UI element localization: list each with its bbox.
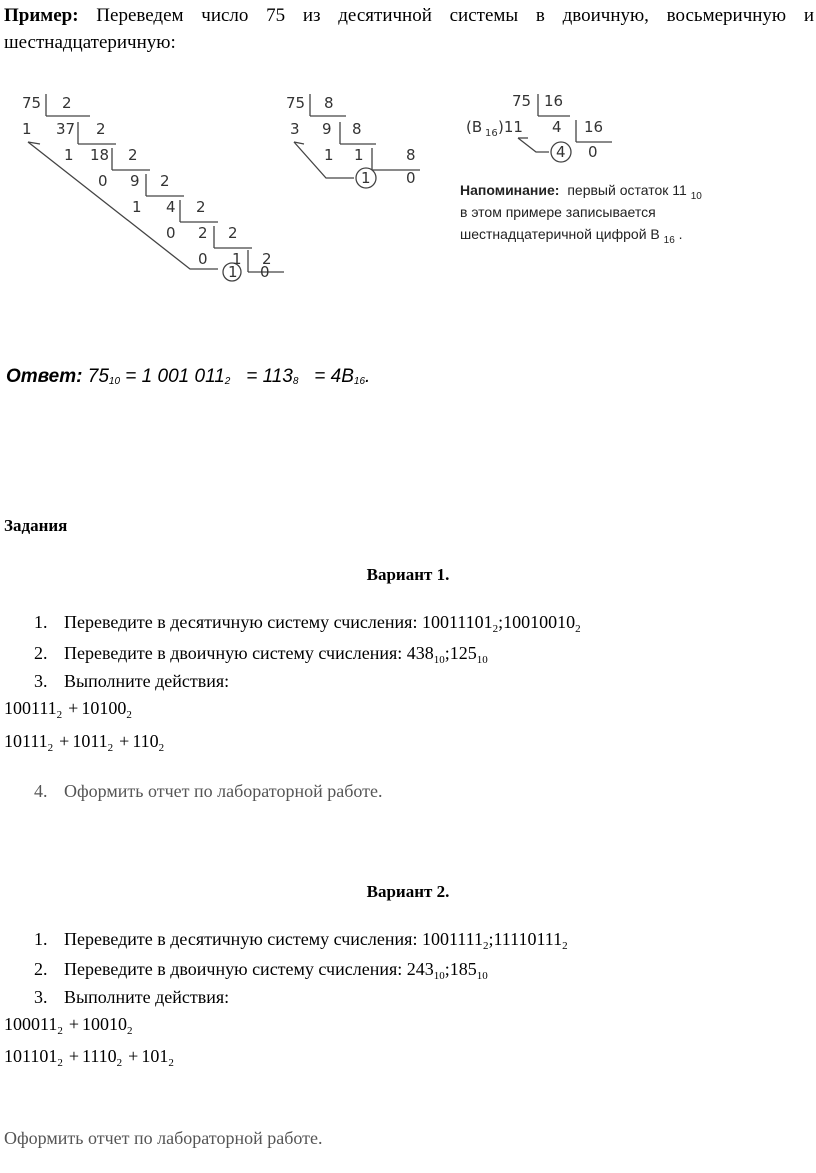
v1-item1-b-sub: 2 — [575, 623, 581, 635]
binary-numbers — [22, 94, 272, 281]
bin-r4: 1 — [132, 198, 142, 216]
v1-item1-b: 10010010 — [503, 612, 576, 632]
hex-b-open: (B — [466, 118, 483, 136]
v2-item2-b: 185 — [449, 959, 477, 979]
answer-n3: = 113 — [246, 366, 293, 387]
v2-item2-b-sub: 10 — [476, 970, 488, 982]
bin-r7: 1 — [228, 263, 238, 281]
v2-expr2-op2: + — [128, 1046, 139, 1066]
bin-r3: 0 — [98, 172, 108, 190]
oct-r1: 3 — [290, 120, 300, 138]
octal-division-scheme — [294, 94, 420, 188]
hex-r1: )11 — [498, 118, 523, 136]
bin-2g: 2 — [262, 250, 272, 268]
bin-r5: 0 — [166, 224, 176, 242]
v2-expr2-b: 1110 — [82, 1046, 117, 1066]
variant2-expr2 — [4, 1046, 174, 1069]
tasks-heading: Задания — [4, 516, 68, 535]
variant1-item4 — [34, 781, 382, 802]
bin-r1: 1 — [22, 120, 32, 138]
answer-n1: 75 — [87, 366, 109, 387]
hex-4: 4 — [552, 118, 562, 136]
v2-expr1-a: 100011 — [4, 1014, 58, 1034]
v2-item1-b: 11110111 — [493, 929, 563, 949]
bin-r2: 1 — [64, 146, 74, 164]
v2-expr2-b-sub: 2 — [116, 1057, 123, 1069]
reminder-note — [460, 182, 702, 246]
v1-expr2-b-sub: 2 — [107, 742, 114, 754]
bin-18: 18 — [90, 146, 110, 164]
reminder-line2: в этом примере записывается — [460, 204, 656, 220]
variant1-expr2 — [4, 731, 164, 754]
v1-expr1-op: + — [68, 698, 79, 718]
v2-expr1-b-sub: 2 — [127, 1025, 133, 1037]
v2-expr1-b: 10010 — [82, 1014, 127, 1034]
variant2-expr1 — [4, 1014, 133, 1037]
v2-expr2-c-sub: 2 — [168, 1057, 174, 1069]
v2-item1-text: Переведите в десятичную систему счисления: — [64, 929, 422, 949]
v1-expr1-a-sub: 2 — [56, 709, 63, 721]
oct-8c: 8 — [406, 146, 416, 164]
v1-item3-num: 3. — [34, 671, 48, 691]
bin-2b: 2 — [96, 120, 106, 138]
v1-item2-sep: ; — [444, 643, 450, 663]
v2-item1-a-sub: 2 — [482, 940, 489, 952]
bin-0: 0 — [260, 263, 270, 281]
v1-expr1-b-sub: 2 — [126, 709, 132, 721]
variant1-expr1 — [4, 698, 132, 721]
oct-75: 75 — [286, 94, 306, 112]
v2-item2-num: 2. — [34, 959, 48, 979]
hex-r2: 4 — [556, 143, 566, 161]
v1-item2-b: 125 — [449, 643, 477, 663]
v1-item1-num: 1. — [34, 612, 48, 632]
variant2-item3 — [34, 987, 229, 1008]
v1-item1-sep: ; — [498, 612, 504, 632]
answer-n2: = 1 001 011 — [125, 366, 225, 387]
v2-item2-sep: ; — [444, 959, 450, 979]
oct-r2: 1 — [324, 146, 334, 164]
bin-2c: 2 — [128, 146, 138, 164]
v2-item2-text: Переведите в двоичную систему счисления: — [64, 959, 407, 979]
bin-2f: 2 — [228, 224, 238, 242]
variant2-title: Вариант 2. — [366, 882, 450, 901]
conversion-diagram — [0, 86, 816, 286]
example-paragraph — [4, 2, 814, 56]
v1-item2-a: 438 — [406, 643, 434, 663]
hex-0: 0 — [588, 143, 598, 161]
v1-expr2-b: 1011 — [72, 731, 108, 751]
v1-item2-num: 2. — [34, 643, 48, 663]
oct-9: 9 — [322, 120, 332, 138]
reminder-line3: шестнадцатеричной цифрой B $_{16}$ . — [460, 226, 683, 246]
hex-16a: 16 — [544, 92, 564, 110]
v1-item1-a: 10011101 — [421, 612, 493, 632]
v1-item3-text: Выполните действия: — [64, 671, 230, 691]
v2-expr2-a: 101101 — [4, 1046, 58, 1066]
variant1-item3 — [34, 671, 229, 692]
v1-expr1-b: 10100 — [81, 698, 127, 718]
v2-item1-sep: ; — [488, 929, 494, 949]
v2-item2-a-sub: 10 — [433, 970, 445, 982]
v1-expr2-c-sub: 2 — [158, 742, 165, 754]
example-label: Пример: — [4, 5, 79, 26]
v1-expr2-a-sub: 2 — [47, 742, 54, 754]
variant2-final-text: Оформить отчет по лабораторной работе. — [4, 1128, 323, 1148]
answer-n4: = 4B — [314, 366, 354, 387]
reminder-line1: Напоминание: первый остаток 11 $_{10}$ — [460, 182, 702, 202]
oct-8a: 8 — [324, 94, 334, 112]
v2-item1-b-sub: 2 — [562, 940, 568, 952]
oct-8b: 8 — [352, 120, 362, 138]
answer-label: Ответ: — [6, 366, 83, 387]
v1-item2-b-sub: 10 — [476, 654, 488, 666]
v1-expr2-op2: + — [119, 731, 130, 751]
v1-expr1-a: 100111 — [4, 698, 57, 718]
bin-75: 75 — [22, 94, 42, 112]
bin-4: 4 — [166, 198, 176, 216]
oct-1: 1 — [354, 146, 364, 164]
v2-expr2-a-sub: 2 — [57, 1057, 63, 1069]
variant1-title: Вариант 1. — [366, 565, 450, 584]
oct-0: 0 — [406, 169, 416, 187]
hex-75: 75 — [512, 92, 532, 110]
answer-b4: 16 — [353, 376, 366, 387]
v2-expr1-a-sub: 2 — [57, 1025, 63, 1037]
v2-item3-text: Выполните действия: — [64, 987, 230, 1007]
v2-expr1-op: + — [68, 1014, 79, 1034]
v1-item4-text: Оформить отчет по лабораторной работе. — [64, 781, 383, 801]
answer-end: . — [365, 366, 371, 387]
variant1-item2 — [34, 643, 488, 666]
v1-item2-a-sub: 10 — [433, 654, 445, 666]
variant2-item1 — [34, 929, 568, 952]
answer-b2: 2 — [224, 376, 231, 387]
answer-b1: 10 — [108, 376, 121, 387]
v1-expr2-op1: + — [59, 731, 70, 751]
v2-expr2-op1: + — [68, 1046, 79, 1066]
v1-expr2-c: 110 — [132, 731, 159, 751]
v2-expr2-c: 101 — [141, 1046, 169, 1066]
v1-item4-num: 4. — [34, 781, 48, 801]
bin-r6: 0 — [198, 250, 208, 268]
bin-1: 1 — [232, 250, 242, 268]
variant1-item1 — [34, 612, 581, 635]
hex-16b: 16 — [584, 118, 604, 136]
bin-2a: 2 — [62, 94, 72, 112]
answer-b3: 8 — [292, 376, 299, 387]
bin-2: 2 — [198, 224, 208, 242]
v2-item1-a: 1001111 — [421, 929, 483, 949]
v1-item2-text: Переведите в двоичную систему счисления: — [64, 643, 407, 663]
v1-item1-a-sub: 2 — [492, 623, 499, 635]
answer-line — [6, 366, 370, 388]
oct-r3: 1 — [361, 169, 371, 187]
example-text: Переведем число 75 из десятичной системы в двоичную, восьмеричную и шестнадцатеричную: — [4, 5, 815, 53]
v1-expr2-a: 10111 — [4, 731, 48, 751]
v2-item3-num: 3. — [34, 987, 48, 1007]
v1-item1-text: Переведите в десятичную систему счисления: — [64, 612, 422, 632]
variant2-item2 — [34, 959, 488, 982]
hex-b-sub: 16 — [485, 128, 498, 139]
bin-2e: 2 — [196, 198, 206, 216]
octal-numbers — [286, 94, 416, 187]
bin-9: 9 — [130, 172, 140, 190]
v2-item2-a: 243 — [406, 959, 434, 979]
bin-37: 37 — [56, 120, 76, 138]
bin-2d: 2 — [160, 172, 170, 190]
v2-item1-num: 1. — [34, 929, 48, 949]
